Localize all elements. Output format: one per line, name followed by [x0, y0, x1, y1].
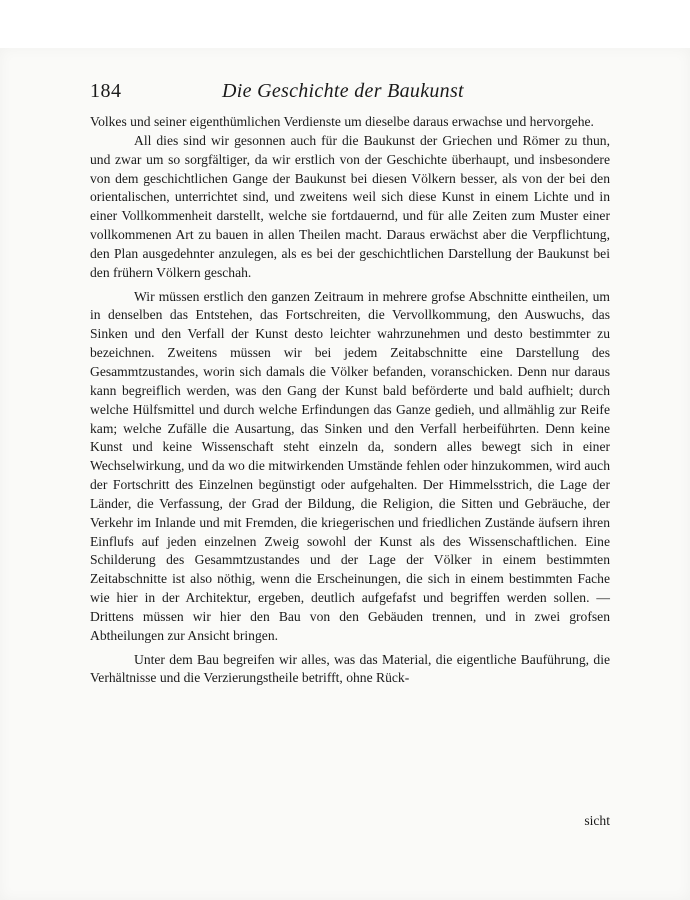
paragraph: Unter dem Bau begreifen wir alles, was das Material, die eigentliche Bauführung, die Verhältnisse und die Verzierungstheile betrifft, ohne Rück- [90, 651, 610, 686]
paragraph: Wir müssen erstlich den ganzen Zeitraum in mehrere grofse Abschnitte eintheilen, um in denselben das Entstehen, das Fortschreiten, die Vervollkommung, den Auswuchs, das Sinken und den Verfall der Kunst desto leichter wahrzunehmen und desto bestimmter zu bezeichnen. Zweitens müssen wir bei jedem Zeitabschnitte eine Darstellung des Gesammtzustandes, worin sich damals die Völker befanden, voranschicken. Denn nur daraus kann begreiflich werden, was den Gang der Kunst bald beförderte und bald aufhielt; durch welche Hülfsmittel und durch welche Erfindungen das Ganze gedieh, und allmählig zur Reife kam; welche Zufälle die Ausartung, das Sinken und den Verfall herbeiführten. Denn keine Kunst und keine Wissenschaft steht einzeln da, sondern alles bewegt sich in einer Wechselwirkung, und da wo die mitwirkenden Umstände fehlen oder hinzukommen, wird auch der Fortschritt des Einzelnen begünstigt oder aufgehalten. Der Himmelsstrich, die Lage der Länder, die Verfassung, der Grad der Bildung, die Religion, die Sitten und Gebräuche, der Verkehr im Inlande und mit Fremden, die kriegerischen und friedlichen Zustände äufsern ihren Einflufs auf jeden einzelnen Zweig sowohl der Kunst als des Wissenschaftlichen. Eine Schilderung des Gesammtzustandes und der Lage der Völker in einem bestimmten Zeitabschnitte ist also nöthig, wenn die Erscheinungen, die sich in einem bestimmten Fache wie hier in der Architektur, ergeben, deutlich aufgefafst und begriffen werden sollen. — Drittens müssen wir hier den Bau von den Gebäuden trennen, und in zwei grofsen Abtheilungen zur Ansicht bringen. [90, 288, 610, 643]
running-title: Die Geschichte der Baukunst [222, 80, 464, 102]
body-text [90, 113, 610, 688]
paragraph-continuation: Volkes und seiner eigenthümlichen Verdienste um dieselbe daraus erwachse und hervorgehe. [90, 114, 594, 129]
catchword: sicht [584, 813, 610, 828]
page-header [90, 80, 620, 110]
paragraph: All dies sind wir gesonnen auch für die Baukunst der Griechen und Römer zu thun, und zwar um so sorgfältiger, da wir erstlich von der Geschichte überhaupt, und insbesondere von dem geschichtlichen Gange der Baukunst bei diesen Völkern besser, als von der bei den orientalischen, unterrichtet sind, und zweitens weil sich diese Kunst in einem Lichte und in einer Vollkommenheit darstellt, welche sie fortdauernd, und für alle Zeiten zum Muster einer vollkommenen Art zu bauen in allen Theilen macht. Daraus erwächst aber die Verpflichtung, den Plan ausgedehnter anzulegen, als es bei der geschichtlichen Darstellung der Baukunst bei den frühern Völkern geschah. [90, 132, 610, 280]
page-number: 184 [90, 80, 122, 102]
